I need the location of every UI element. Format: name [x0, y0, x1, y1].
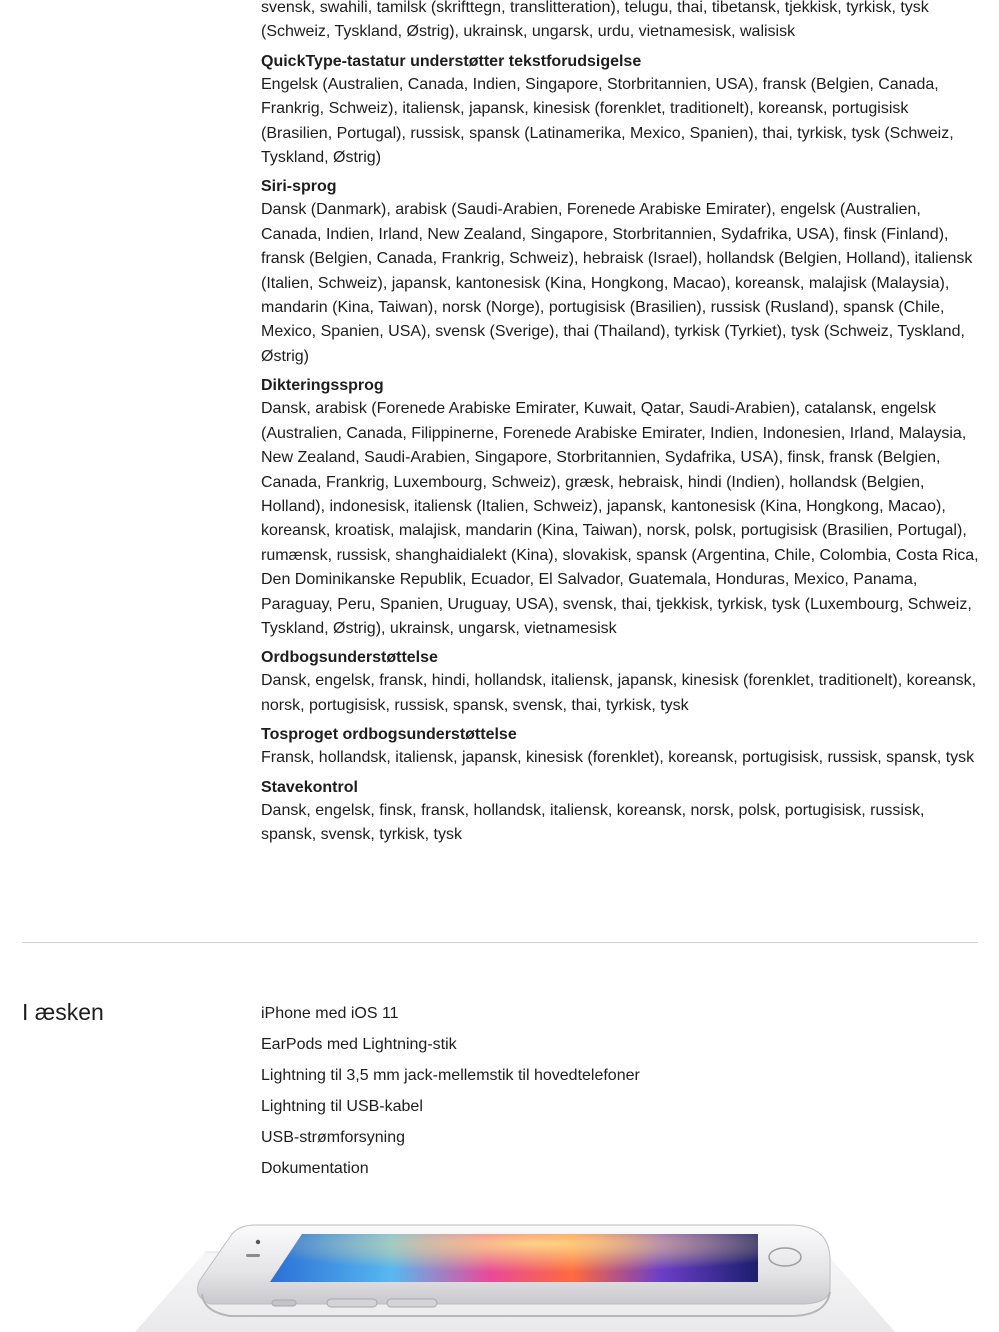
- section-divider: [22, 942, 978, 943]
- spec-body: Dansk, arabisk (Forenede Arabiske Emirater, Kuwait, Qatar, Saudi-Arabien), catalansk, engelsk (Australien, Canada, Filippinerne, Forenede Arabiske Emirater, Indien, Indonesien, Irland, Malaysia, New Zealand, Saudi-Arabien, Singapore, Storbritannien, Sydafrika, USA), finsk, fransk (Belgien, Canada, Frankrig, Luxembourg, Schweiz), græsk, hebraisk, hindi (Indien), hollandsk (Belgien, Holland), indonesisk, italiensk (Italien, Schweiz), japansk, kantonesisk (Kina, Hongkong, Macao), koreansk, kroatisk, malajisk, mandarin (Kina, Taiwan), norsk, polsk, portugisisk (Brasilien, Portugal), rumænsk, russisk, shanghaidialekt (Kina), slovakisk, spansk (Argentina, Chile, Colombia, Costa Rica, Den Dominikanske Republik, Ecuador, El Salvador, Guatemala, Honduras, Mexico, Panama, Paraguay, Peru, Spanien, Uruguay, USA), svensk, thai, tjekkisk, tyrkisk, tysk (Luxembourg, Schweiz, Tyskland, Østrig), ukrainsk, ungarsk, vietnamesisk: [261, 400, 979, 637]
- in-the-box-title: I æsken: [22, 999, 104, 1025]
- spec-body: Dansk (Danmark), arabisk (Saudi-Arabien, Forenede Arabiske Emirater), engelsk (Australien, Canada, Indien, Irland, New Zealand, Singapore, Storbritannien, Sydafrika, USA), finsk (Finland), fransk (Belgien, Canada, Frankrig, Schweiz), hebraisk (Israel), hollandsk (Belgien, Holland), italiensk (Italien, Schweiz), japansk, kantonesisk (Kina, Hongkong, Macao), koreansk, malajisk (Malaysia), mandarin (Kina, Taiwan), norsk (Norge), portugisisk (Brasilien), russisk (Rusland), spansk (Chile, Mexico, Spanien, USA), svensk (Sverige), thai (Thailand), tyrkisk (Tyrkiet), tysk (Schweiz, Tyskland, Østrig): [261, 201, 973, 365]
- spec-text-continued: svensk, swahili, tamilsk (skrifttegn, translitteration), telugu, thai, tibetansk, tjekkisk, tyrkisk, tysk (Schweiz, Tyskland, Østrig), ukrainsk, ungarsk, urdu, vietnamesisk, walisisk: [261, 0, 929, 41]
- spec-heading: Dikteringssprog: [261, 377, 384, 395]
- box-item: Dokumentation: [261, 1160, 369, 1177]
- in-the-box-list: [261, 1004, 640, 1190]
- spec-bilingual-dictionary: [261, 724, 981, 770]
- spec-heading: Tosproget ordbogsunderstøttelse: [261, 726, 517, 744]
- box-item: Lightning til 3,5 mm jack-mellemstik til hovedtelefoner: [261, 1067, 640, 1084]
- spec-dictionary-support: [261, 647, 981, 718]
- spec-heading: Siri-sprog: [261, 178, 337, 196]
- iphone-in-box-image: [0, 1212, 999, 1332]
- box-item: iPhone med iOS 11: [261, 1005, 399, 1022]
- language-specs: [261, 0, 981, 847]
- box-item: Lightning til USB-kabel: [261, 1098, 423, 1115]
- spec-body: Dansk, engelsk, finsk, fransk, hollandsk, italiensk, koreansk, norsk, polsk, portugisisk, russisk, spansk, svensk, tyrkisk, tysk: [261, 801, 925, 843]
- spec-heading: QuickType-tastatur understøtter tekstforudsigelse: [261, 52, 642, 70]
- spec-dictation-languages: [261, 375, 981, 641]
- spec-body: Dansk, engelsk, fransk, hindi, hollandsk, italiensk, japansk, kinesisk (forenklet, traditionelt), koreansk, norsk, portugisisk, russisk, spansk, svensk, thai, tyrkisk, tysk: [261, 672, 977, 714]
- box-item: USB-strømforsyning: [261, 1129, 406, 1146]
- spec-heading: Stavekontrol: [261, 778, 358, 796]
- spec-heading: Ordbogsunderstøttelse: [261, 649, 438, 667]
- spec-quicktype: [261, 51, 981, 171]
- spec-body: Engelsk (Australien, Canada, Indien, Singapore, Storbritannien, USA), fransk (Belgien, Canada, Frankrig, Schweiz), italiensk, japansk, kinesisk (forenklet, traditionelt), koreansk, portugisisk (Brasilien, Portugal), russisk, spansk (Latinamerika, Mexico, Spanien), thai, tyrkisk, tysk (Schweiz, Tyskland, Østrig): [261, 75, 954, 167]
- spec-siri-languages: [261, 176, 981, 369]
- spec-spell-check: [261, 777, 981, 848]
- spec-body: Fransk, hollandsk, italiensk, japansk, kinesisk (forenklet), koreansk, portugisisk, russisk, spansk, tysk: [261, 749, 975, 767]
- box-item: EarPods med Lightning-stik: [261, 1036, 457, 1053]
